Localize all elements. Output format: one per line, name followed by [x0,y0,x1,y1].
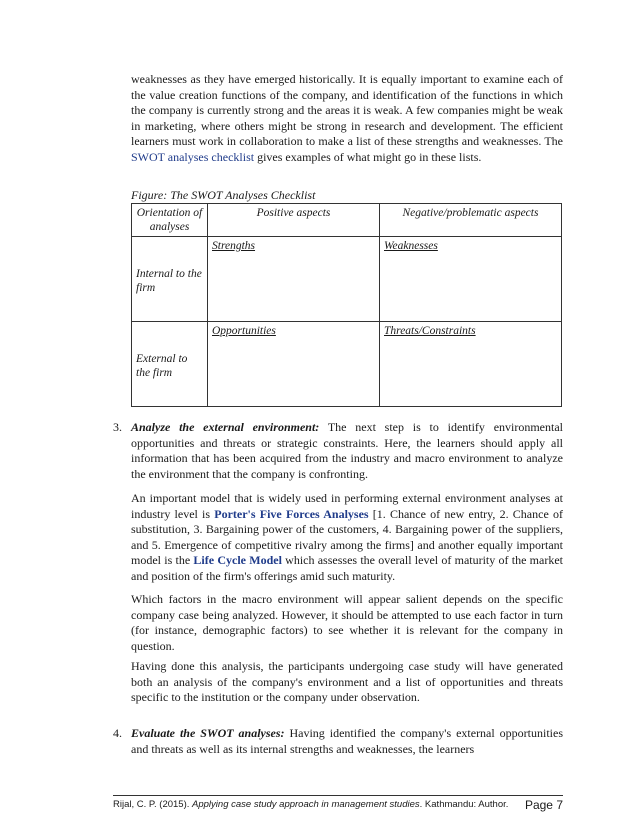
figure-caption: Figure: The SWOT Analyses Checklist [131,188,316,202]
item3-text: The next step is to identify environmental opportunities and threats or strategic constraints. Here, the learners should apply all information that has been acquired from the industry and macro environment to analyze the environment that the company is confronting. [131,420,563,481]
opportunities-label: Opportunities [212,325,276,337]
summary-text: Having done this analysis, the participants undergoing case study will have generated both an analysis of the company's environment and a list of opportunities and threats specific to the institution or the company under observation. [131,659,563,705]
page-footer [113,795,563,810]
row-label-cell [132,322,208,407]
strengths-label: Strengths [212,240,256,252]
porter-text-a: An important model that is widely used in performing external environment analyses at industry level is [131,491,563,521]
porter-five-forces-link[interactable]: Porter's Five Forces Analyses [214,506,369,521]
table-row [132,237,562,322]
header-orientation: Orientation of analyses [132,204,208,237]
citation-title: Applying case study approach in management studies [192,799,420,810]
list-number: 3. [113,420,122,434]
porter-text-c: which assesses the overall level of maturity of the market and position of the firm's offerings amid such maturity. [131,553,563,583]
paragraph-porter [131,491,563,585]
item4-text: Having identified the company's external opportunities and threats as well as its internal strengths and weaknesses, the learners [131,726,563,756]
list-item-3 [131,420,563,482]
citation-publisher: . Kathmandu: Author. [419,799,509,810]
item3-lead: Analyze the external environment: [131,420,320,434]
weaknesses-label: Weaknesses [384,240,438,252]
citation-author: Rijal, C. P. (2015). [113,799,193,810]
row-label: External to the firm [136,353,188,379]
header-positive: Positive aspects [208,204,380,237]
list-item-4 [131,726,563,757]
page-number: Page 7 [524,798,563,812]
list-number: 4. [113,726,122,740]
intro-text-end: gives examples of what might go in these lists. [254,149,482,164]
opportunities-cell [208,322,380,407]
paragraph-intro [131,72,563,166]
swot-checklist-link[interactable]: SWOT analyses checklist [131,149,255,164]
table-header-row [132,204,562,237]
item4-lead: Evaluate the SWOT analyses: [131,726,285,740]
paragraph-macro [131,592,563,654]
life-cycle-model-link[interactable]: Life Cycle Model [193,553,282,568]
threats-cell [380,322,562,407]
macro-text: Which factors in the macro environment will appear salient depends on the specific company case being analyzed. However, it should be attempted to use each factor in turn (for instance, demographic factors) to see whether it is relevant for the company in question. [131,592,563,653]
header-negative: Negative/problematic aspects [380,204,562,237]
weaknesses-cell [380,237,562,322]
intro-text: weaknesses as they have emerged historically. It is equally important to examine each of the value creation functions of the company, and identification of the functions in which the company is currently strong and the areas it is weak. A few companies might be weak in marketing, where others might be strong in research and development. The efficient learners must work in collaboration to make a list of these strengths and weaknesses. The [131,72,563,149]
row-label: Internal to the firm [136,268,202,294]
porter-text-b: [1. Chance of new entry, 2. Chance of substitution, 3. Bargaining power of the customers, 4. Bargaining power of the suppliers, and 5. Emergence of competitive rivalry among the firms] and another equally important model is the [131,506,563,568]
strengths-cell [208,237,380,322]
swot-table [131,203,562,407]
table-row [132,322,562,407]
threats-label: Threats/Constraints [384,325,476,337]
paragraph-summary [131,659,563,706]
row-label-cell [132,237,208,322]
